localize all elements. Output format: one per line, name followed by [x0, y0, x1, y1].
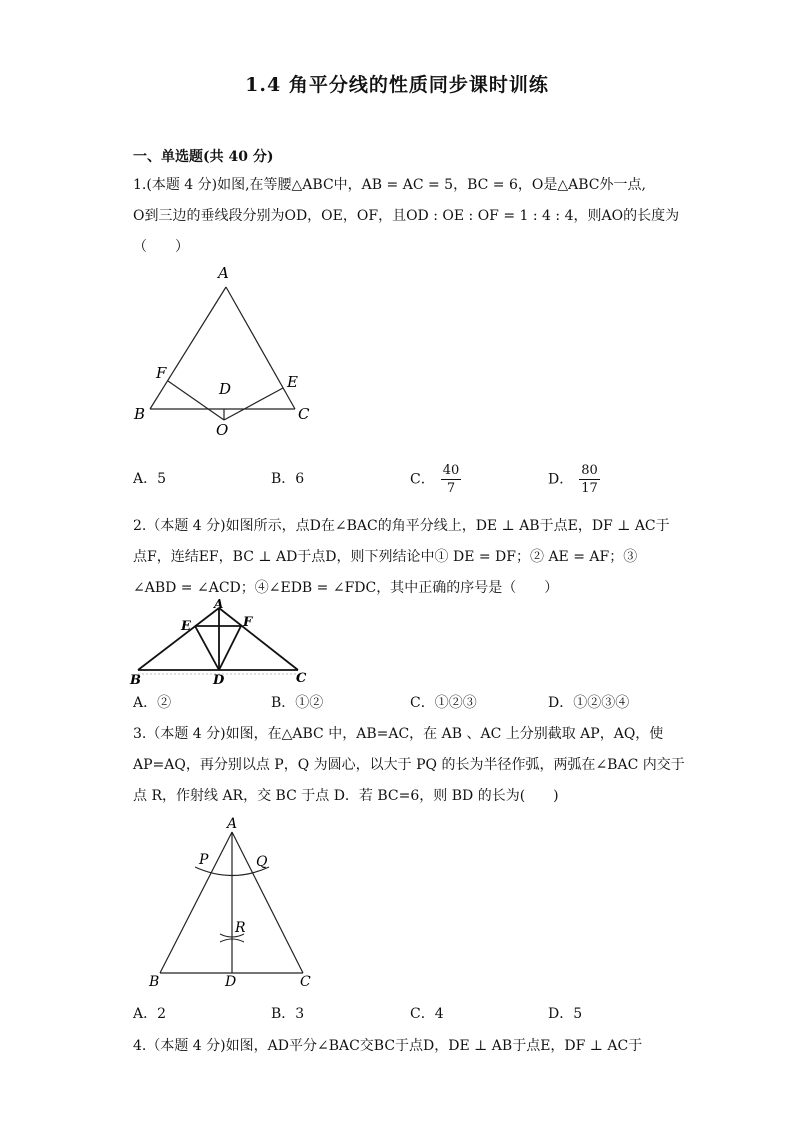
q2-line-1: 2.（本题 4 分)如图所示，点D在∠BAC的角平分线上，DE ⊥ AB于点E，DF ⊥ AC于 — [133, 518, 670, 534]
q1-choice-d-denominator: 17 — [581, 481, 598, 496]
page-title: 1.4 角平分线的性质同步课时训练 — [245, 74, 549, 96]
q1-line-3: （ ） — [133, 239, 189, 255]
q1-line-1: 1.(本题 4 分)如图,在等腰△ABC中，AB = AC = 5，BC = 6，O是△ABC外一点, — [133, 177, 646, 193]
q3-choice-c[interactable]: C．4 — [410, 1006, 444, 1022]
q1-line-2: O到三边的垂线段分别为OD，OE，OF，且OD : OE : OF = 1 : 4 : 4，则AO的长度为 — [133, 208, 680, 224]
q2-label-d: D — [213, 673, 225, 688]
q2-label-e: E — [181, 619, 191, 634]
q3-choice-a[interactable]: A．2 — [133, 1006, 167, 1022]
q1-choice-a[interactable]: A．5 — [133, 471, 167, 487]
q1-label-b: B — [134, 405, 146, 423]
q3-choice-d[interactable]: D．5 — [548, 1006, 583, 1022]
q2-label-f: F — [243, 615, 253, 630]
q3-figure — [143, 812, 323, 992]
q1-label-c: C — [298, 405, 310, 423]
q1-side-ac — [226, 287, 295, 409]
q1-choice-b[interactable]: B．6 — [271, 471, 305, 487]
q3-label-q: Q — [256, 854, 268, 870]
q2-line-2: 点F，连结EF，BC ⊥ AD于点D，则下列结论中① DE = DF；② AE = AF；③ — [133, 549, 638, 565]
q1-choices — [133, 462, 693, 502]
q2-choice-a[interactable]: A．② — [133, 695, 172, 711]
q1-choice-c-prefix: C． — [410, 471, 435, 488]
q3-label-a: A — [227, 816, 238, 832]
q1-choice-d[interactable] — [548, 462, 600, 497]
q3-label-b: B — [149, 974, 160, 990]
q3-choices — [133, 1003, 693, 1023]
q2-side-ac — [219, 608, 298, 670]
q3-label-d: D — [225, 974, 237, 990]
q3-line-1: 3.（本题 4 分)如图，在△ABC 中，AB=AC，在 AB 、AC 上分别截取 AP，AQ，使 — [133, 726, 664, 742]
q2-figure — [128, 596, 318, 688]
q1-choice-c-fraction — [441, 462, 462, 497]
q2-choice-c[interactable]: C．①②③ — [410, 695, 477, 711]
q1-choice-d-prefix: D． — [548, 471, 574, 488]
q1-choice-c-numerator: 40 — [442, 463, 460, 478]
q1-segment-of — [168, 381, 224, 420]
q1-segment-oe — [224, 388, 283, 420]
q1-figure — [128, 262, 328, 442]
q1-label-o: O — [216, 421, 229, 439]
q3-side-ac — [232, 832, 303, 973]
q1-label-e: E — [287, 373, 298, 391]
q1-choice-c[interactable] — [410, 462, 461, 497]
q1-side-ab — [150, 287, 226, 409]
q2-choice-d[interactable]: D．①②③④ — [548, 695, 630, 711]
q2-line-3: ∠ABD = ∠ACD；④∠EDB = ∠FDC，其中正确的序号是（ ） — [133, 580, 559, 596]
q1-label-f: F — [156, 364, 167, 382]
q1-label-d: D — [219, 380, 232, 398]
q3-label-r: R — [235, 920, 246, 936]
q2-side-ab — [138, 608, 219, 670]
q3-label-p: P — [199, 852, 209, 868]
q1-label-a: A — [218, 264, 229, 282]
q4-line-1: 4.（本题 4 分)如图，AD平分∠BAC交BC于点D，DE ⊥ AB于点E，DF ⊥ AC于 — [133, 1038, 643, 1054]
q2-segment-de — [195, 626, 219, 670]
q1-choice-d-numerator: 80 — [581, 463, 598, 478]
q2-label-b: B — [130, 673, 141, 688]
q3-line-2: AP=AQ，再分别以点 P，Q 为圆心，以大于 PQ 的长为半径作弧，两弧在∠BAC 内交于 — [133, 757, 685, 773]
q3-label-c: C — [300, 974, 311, 990]
q2-segment-df — [219, 626, 241, 670]
q3-side-ab — [160, 832, 232, 973]
section-heading: 一、单选题(共 40 分) — [133, 149, 274, 165]
q1-choice-d-fraction — [579, 462, 600, 497]
q3-line-3: 点 R，作射线 AR，交 BC 于点 D．若 BC=6，则 BD 的长为( ) — [133, 788, 559, 804]
q2-choice-b[interactable]: B．①② — [271, 695, 324, 711]
q2-choices — [133, 692, 693, 712]
q3-choice-b[interactable]: B．3 — [271, 1006, 305, 1022]
q1-choice-c-denominator: 7 — [446, 481, 456, 496]
q2-label-c: C — [296, 671, 307, 686]
q2-label-a: A — [214, 597, 224, 611]
